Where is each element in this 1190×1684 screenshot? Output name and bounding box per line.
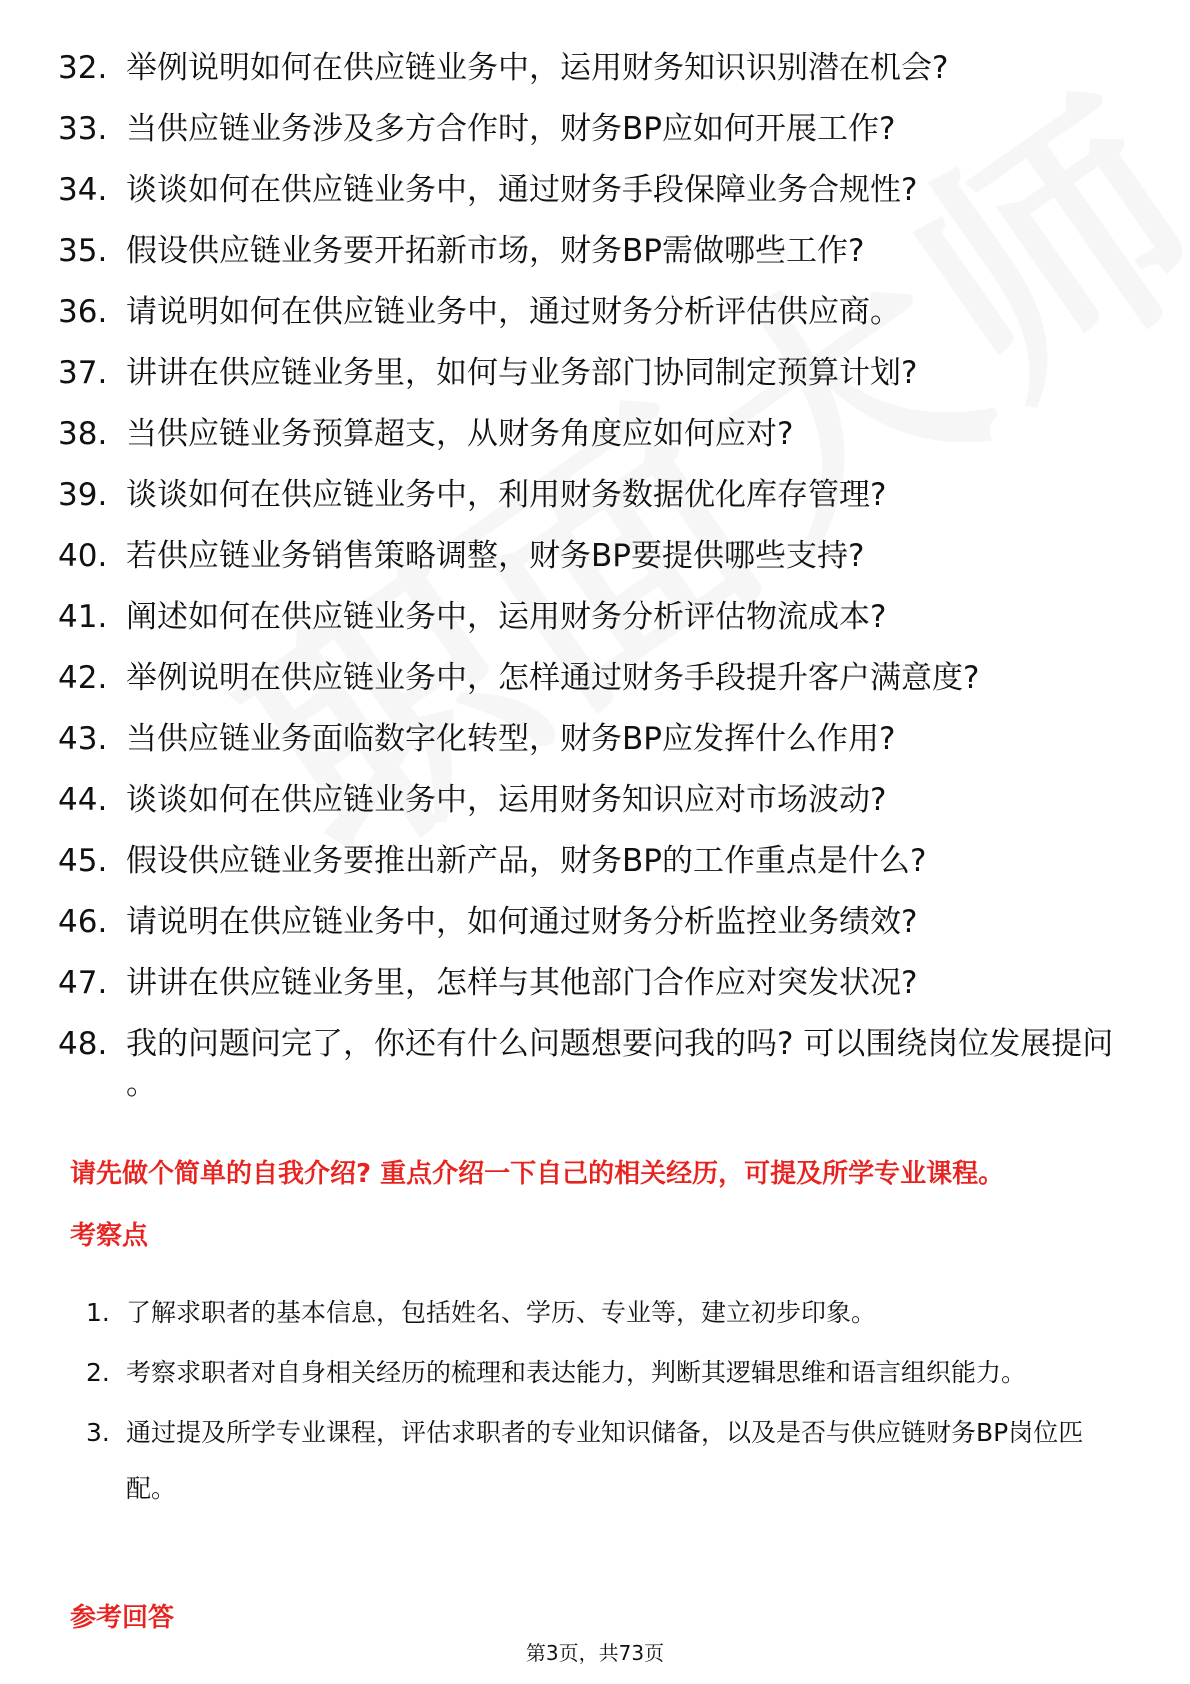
question-item	[58, 536, 1138, 576]
question-number: 40.	[58, 538, 108, 574]
question-item	[58, 841, 1138, 881]
question-item	[58, 170, 1138, 210]
question-number: 38.	[58, 416, 108, 452]
point-item	[86, 1345, 1126, 1401]
points-heading: 考察点	[70, 1221, 149, 1251]
point-number: 2.	[86, 1358, 110, 1387]
points-list	[86, 1285, 1126, 1521]
question-number: 46.	[58, 904, 108, 940]
question-number: 42.	[58, 660, 108, 696]
question-text: 我的问题问完了，你还有什么问题想要问我的吗? 可以围绕岗位发展提问 。	[126, 1026, 1114, 1102]
question-number: 34.	[58, 172, 108, 208]
question-number: 45.	[58, 843, 108, 879]
question-text: 举例说明在供应链业务中，怎样通过财务手段提升客户满意度?	[126, 660, 980, 696]
question-number: 32.	[58, 50, 108, 86]
question-item	[58, 1024, 1138, 1104]
point-text: 考察求职者对自身相关经历的梳理和表达能力，判断其逻辑思维和语言组织能力。	[126, 1358, 1027, 1387]
question-text: 讲讲在供应链业务里，如何与业务部门协同制定预算计划?	[126, 355, 918, 391]
question-text: 举例说明如何在供应链业务中，运用财务知识识别潜在机会?	[126, 50, 949, 86]
question-item	[58, 719, 1138, 759]
question-item	[58, 902, 1138, 942]
question-number: 35.	[58, 233, 108, 269]
question-number: 41.	[58, 599, 108, 635]
question-item	[58, 109, 1138, 149]
question-item	[58, 963, 1138, 1003]
question-number: 37.	[58, 355, 108, 391]
question-number: 48.	[58, 1026, 108, 1062]
question-text: 当供应链业务涉及多方合作时，财务BP应如何开展工作?	[126, 111, 896, 147]
point-text: 了解求职者的基本信息，包括姓名、学历、专业等，建立初步印象。	[126, 1298, 877, 1327]
point-item	[86, 1405, 1126, 1517]
question-text: 请说明在供应链业务中，如何通过财务分析监控业务绩效?	[126, 904, 918, 940]
question-item	[58, 353, 1138, 393]
question-text: 谈谈如何在供应链业务中，利用财务数据优化库存管理?	[126, 477, 887, 513]
answer-heading: 参考回答	[70, 1603, 175, 1633]
question-text: 当供应链业务预算超支，从财务角度应如何应对?	[126, 416, 794, 452]
question-text: 若供应链业务销售策略调整，财务BP要提供哪些支持?	[126, 538, 865, 574]
point-number: 3.	[86, 1418, 110, 1447]
intro-question-heading: 请先做个简单的自我介绍? 重点介绍一下自己的相关经历，可提及所学专业课程。	[70, 1159, 1005, 1189]
page-footer: 第3页，共73页	[525, 1641, 665, 1665]
question-text: 当供应链业务面临数字化转型，财务BP应发挥什么作用?	[126, 721, 896, 757]
question-text: 请说明如何在供应链业务中，通过财务分析评估供应商。	[126, 294, 901, 330]
question-item	[58, 48, 1138, 88]
question-number: 43.	[58, 721, 108, 757]
question-text: 假设供应链业务要开拓新市场，财务BP需做哪些工作?	[126, 233, 865, 269]
question-list	[58, 48, 1138, 1125]
point-item	[86, 1285, 1126, 1341]
question-text: 阐述如何在供应链业务中，运用财务分析评估物流成本?	[126, 599, 887, 635]
question-number: 44.	[58, 782, 108, 818]
question-number: 39.	[58, 477, 108, 513]
question-text: 讲讲在供应链业务里，怎样与其他部门合作应对突发状况?	[126, 965, 918, 1001]
question-item	[58, 658, 1138, 698]
question-number: 33.	[58, 111, 108, 147]
question-number: 36.	[58, 294, 108, 330]
question-item	[58, 597, 1138, 637]
point-text: 通过提及所学专业课程，评估求职者的专业知识储备，以及是否与供应链财务BP岗位匹配。	[126, 1418, 1084, 1503]
question-item	[58, 414, 1138, 454]
question-text: 谈谈如何在供应链业务中，通过财务手段保障业务合规性?	[126, 172, 918, 208]
question-item	[58, 780, 1138, 820]
question-text: 谈谈如何在供应链业务中，运用财务知识应对市场波动?	[126, 782, 887, 818]
question-item	[58, 231, 1138, 271]
point-number: 1.	[86, 1298, 110, 1327]
question-number: 47.	[58, 965, 108, 1001]
question-item	[58, 292, 1138, 332]
question-text: 假设供应链业务要推出新产品，财务BP的工作重点是什么?	[126, 843, 927, 879]
question-item	[58, 475, 1138, 515]
